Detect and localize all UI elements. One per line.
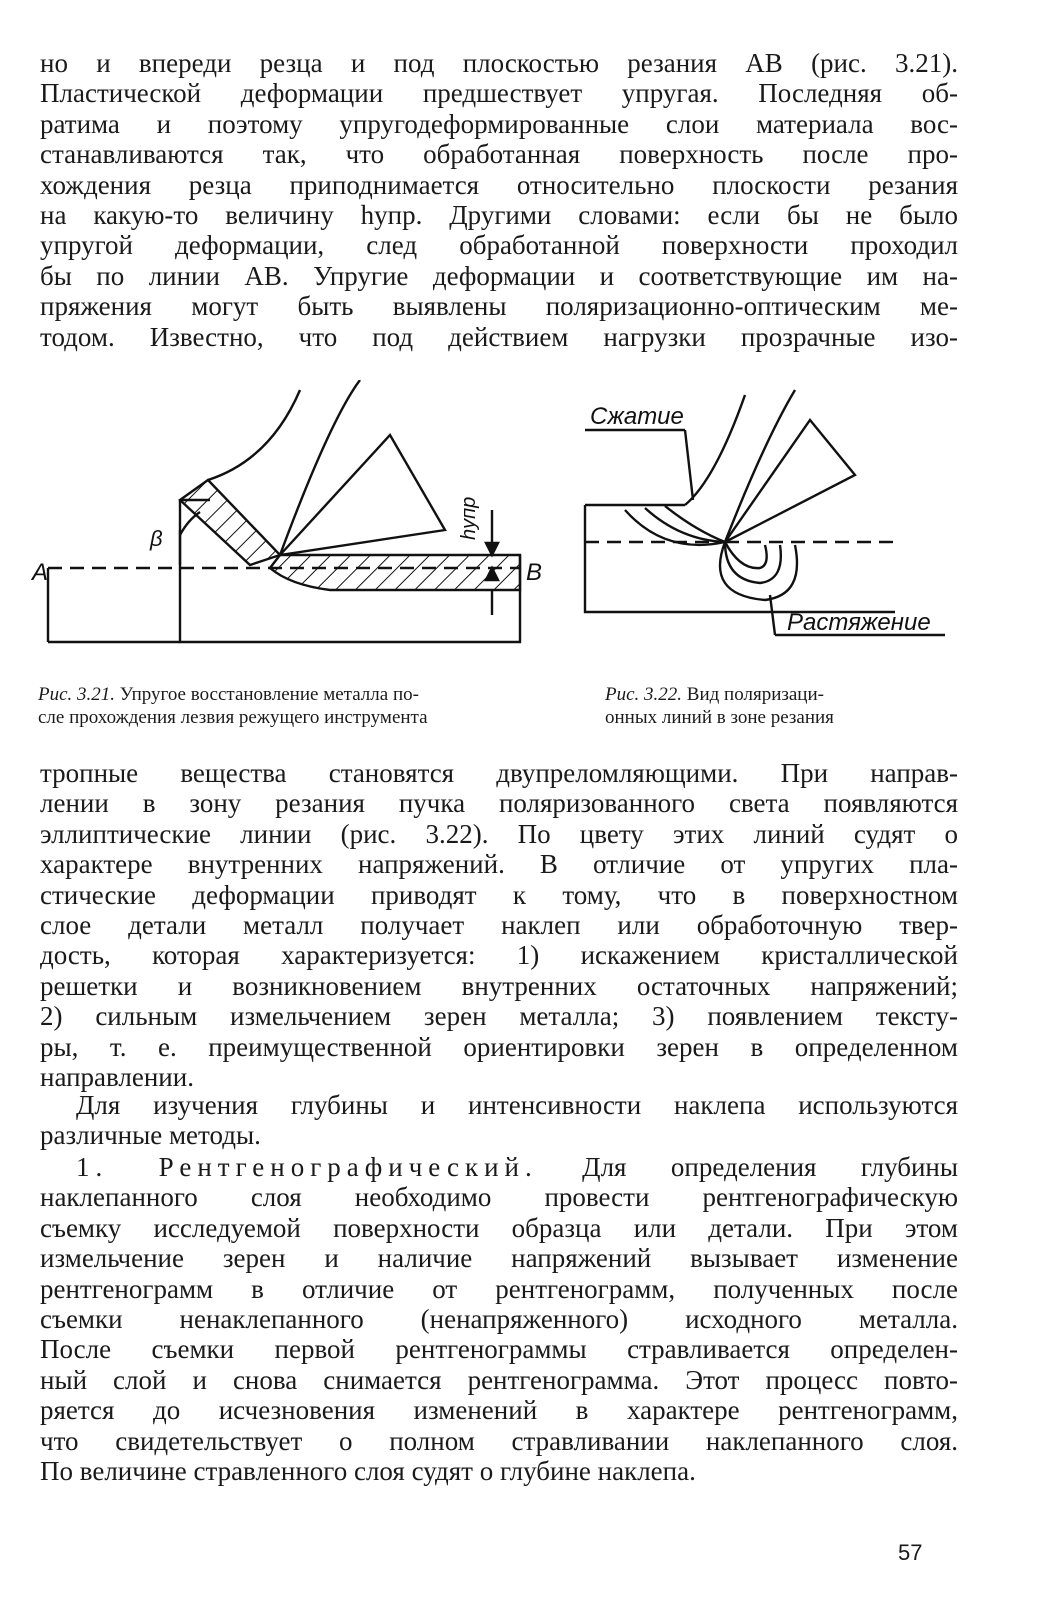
deformed-layer bbox=[180, 480, 280, 565]
text-line: решетки и возникновением внутренних остаточных напряжений; bbox=[40, 970, 958, 1001]
label-a: A bbox=[32, 559, 49, 586]
text-line: ный слой и снова снимается рентгенограмма. Этот процесс повто- bbox=[40, 1364, 958, 1395]
label-beta: β bbox=[150, 526, 163, 551]
figure-elastic-recovery bbox=[30, 380, 590, 680]
text-line: что свидетельствует о полном стравливании наклепанного слоя. bbox=[40, 1425, 958, 1456]
label-tension: Растяжение bbox=[787, 609, 931, 636]
text-line: характере внутренних напряжений. В отличие от упругих пла- bbox=[40, 849, 958, 880]
text-line: наклепанного слоя необходимо провести рентгенографическую bbox=[40, 1182, 958, 1213]
chip-curve bbox=[208, 390, 300, 480]
figure-2-caption-number: Рис. 3.22. bbox=[605, 684, 683, 705]
text-line: но и впереди резца и под плоскостью резания AB (рис. 3.21). bbox=[40, 48, 958, 78]
text-line: стические деформации приводят к тому, что в поверхностном bbox=[40, 879, 958, 910]
text-line: ратима и поэтому упругодеформированные слои материала вос- bbox=[40, 108, 958, 139]
text-line: упругой деформации, след обработанной поверхности проходил bbox=[40, 230, 958, 261]
label-h-upr: hупр bbox=[458, 496, 480, 540]
xray-heading: 1. Рентгенографический. bbox=[76, 1152, 538, 1182]
text-line: хождения резца приподнимается относительно плоскости резания bbox=[40, 169, 958, 200]
text-line: на какую-то величину hупр. Другими словами: если бы не было bbox=[40, 200, 958, 231]
text-line: ряется до исчезновения изменений в характере рентгенограмм, bbox=[40, 1395, 958, 1426]
text-line: рентгенограмм в отличие от рентгенограмм, полученных после bbox=[40, 1273, 958, 1304]
figure-1-caption-number: Рис. 3.21. bbox=[38, 684, 116, 705]
figure-2-caption-text-1: Вид поляризаци- bbox=[686, 684, 824, 705]
figure-1-drawing bbox=[30, 380, 590, 680]
text-line: тропные вещества становятся двупреломляющими. При направ- bbox=[40, 758, 958, 788]
text-line: Пластической деформации предшествует упругая. Последняя об- bbox=[40, 78, 958, 109]
text-line: эллиптические линии (рис. 3.22). По цвету этих линий судят о bbox=[40, 818, 958, 849]
figure-2-caption-text-2: онных линий в зоне резания bbox=[605, 707, 834, 728]
text-line: Для изучения глубины и интенсивности наклепа используются bbox=[76, 1090, 958, 1120]
figure-1-caption bbox=[38, 683, 578, 729]
figure-2-caption bbox=[605, 683, 955, 729]
text-line: бы по линии AB. Упругие деформации и соответствующие им на- bbox=[40, 260, 958, 291]
text-line: тодом. Известно, что под действием нагрузки прозрачные изо- bbox=[40, 321, 958, 352]
text-line: По величине стравленного слоя судят о глубине наклепа. bbox=[40, 1456, 696, 1487]
text-line: лении в зону резания пучка поляризованного света появляются bbox=[40, 788, 958, 819]
page-number: 57 bbox=[898, 1540, 923, 1565]
text-line: направлении. bbox=[40, 1062, 194, 1093]
paragraph-middle bbox=[40, 758, 958, 1092]
figure-1-caption-text-2: сле прохождения лезвия режущего инструмента bbox=[38, 707, 428, 728]
text-line: измельчение зерен и наличие напряжений вызывает изменение bbox=[40, 1243, 958, 1274]
label-compression: Сжатие bbox=[590, 403, 684, 430]
paragraph-top bbox=[40, 48, 958, 352]
figure-polarization-lines bbox=[565, 380, 985, 680]
xray-first-line: Для определения глубины bbox=[582, 1152, 958, 1182]
text-line: 2) сильным измельчением зерен металла; 3) появлением тексту- bbox=[40, 1001, 958, 1032]
text-line: съемки ненаклепанного (ненапряженного) исходного металла. bbox=[40, 1304, 958, 1335]
text-line: станавливаются так, что обработанная поверхность после про- bbox=[40, 139, 958, 170]
figure-2-drawing bbox=[565, 380, 985, 680]
text-line: После съемки первой рентгенограммы стравливается определен- bbox=[40, 1334, 958, 1365]
label-b: B bbox=[526, 559, 543, 586]
text-line: различные методы. bbox=[40, 1120, 261, 1151]
text-line: ры, т. е. преимущественной ориентировки зерен в определенном bbox=[40, 1031, 958, 1062]
text-line: пряжения могут быть выявлены поляризационно-оптическим ме- bbox=[40, 291, 958, 322]
tool-wedge bbox=[280, 435, 445, 555]
text-line: съемку исследуемой поверхности образца или детали. При этом bbox=[40, 1212, 958, 1243]
text-line: дость, которая характеризуется: 1) искажением кристаллической bbox=[40, 940, 958, 971]
elastic-layer bbox=[270, 555, 520, 590]
text-line: слое детали металл получает наклеп или обработочную твер- bbox=[40, 910, 958, 941]
tool-wedge-2 bbox=[725, 420, 855, 542]
figure-1-caption-text-1: Упругое восстановление металла по- bbox=[119, 684, 419, 705]
paragraph-xray bbox=[40, 1152, 958, 1486]
paragraph-methods bbox=[40, 1090, 958, 1151]
text-line bbox=[40, 1152, 958, 1182]
